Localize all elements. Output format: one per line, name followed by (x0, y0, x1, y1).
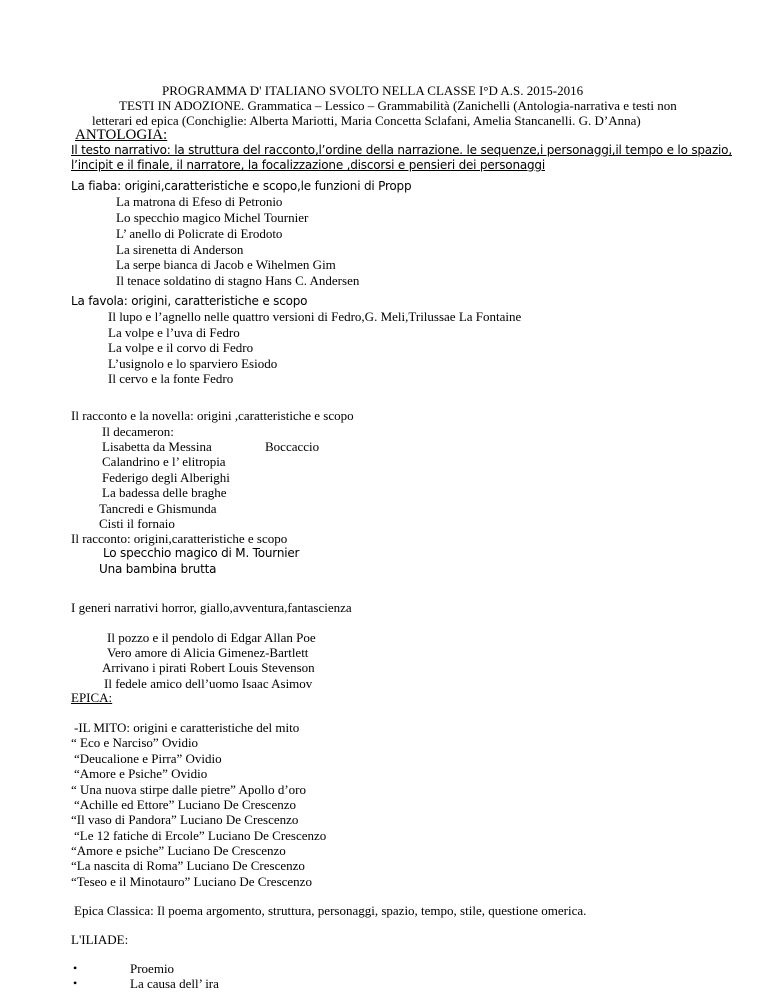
iliade-heading: L'ILIADE: (71, 932, 129, 947)
list-item: Una bambina brutta (99, 562, 217, 576)
list-item: Tancredi e Ghismunda (99, 501, 217, 516)
list-item: Cisti il fornaio (99, 516, 175, 531)
list-item: “Le 12 fatiche di Ercole” Luciano De Crescenzo (74, 828, 327, 843)
antologia-intro-1: Il testo narrativo: la struttura del racconto,l’ordine della narrazione. le sequenze,i personaggi,il tempo e lo spazio, (71, 143, 732, 157)
list-item: La causa dell’ ira (130, 976, 219, 991)
adoption-line-1: TESTI IN ADOZIONE. Grammatica – Lessico – Grammabilità (Zanichelli (Antologia-narrativa e testi non (119, 98, 677, 113)
list-item: Federigo degli Alberighi (102, 470, 230, 485)
list-item: “La nascita di Roma” Luciano De Crescenzo (71, 858, 305, 873)
list-item: La serpe bianca di Jacob e Wihelmen Gim (116, 257, 336, 272)
antologia-intro-2: l’incipit e il finale, il narratore, la focalizzazione ,discorsi e pensieri dei personaggi (71, 158, 545, 172)
list-item: “Achille ed Ettore” Luciano De Crescenzo (74, 797, 296, 812)
list-item: La sirenetta di Anderson (116, 242, 244, 257)
list-item: Lisabetta da Messina (102, 439, 212, 454)
list-item: La badessa delle braghe (102, 485, 227, 500)
list-item: “Il vaso di Pandora” Luciano De Crescenzo (71, 812, 299, 827)
list-item: “ Eco e Narciso” Ovidio (71, 735, 199, 750)
list-item: “Deucalione e Pirra” Ovidio (74, 751, 222, 766)
list-item: “Amore e Psiche” Ovidio (74, 766, 208, 781)
mito-heading: -IL MITO: origini e caratteristiche del mito (74, 720, 300, 735)
novella-heading: Il racconto e la novella: origini ,caratteristiche e scopo (71, 408, 354, 423)
list-item: Il pozzo e il pendolo di Edgar Allan Poe (107, 630, 316, 645)
list-item: “Teseo e il Minotauro” Luciano De Crescenzo (71, 874, 312, 889)
adoption-line-2: letterari ed epica (Conchiglie: Alberta Mariotti, Maria Concetta Sclafani, Amelia Stancanelli. G. D’Anna) (92, 113, 641, 128)
bullet-icon: • (73, 961, 78, 975)
racconto-heading: Il racconto: origini,caratteristiche e scopo (71, 531, 288, 546)
list-item: Il cervo e la fonte Fedro (108, 371, 234, 386)
list-item: Il tenace soldatino di stagno Hans C. Andersen (116, 273, 360, 288)
list-item: Vero amore di Alicia Gimenez-Bartlett (107, 645, 309, 660)
generi-heading: I generi narrativi horror, giallo,avventura,fantascienza (71, 600, 352, 615)
program-title: PROGRAMMA D' ITALIANO SVOLTO NELLA CLASSE I°D A.S. 2015-2016 (162, 83, 584, 98)
list-item: L’ anello di Policrate di Erodoto (116, 226, 283, 241)
list-item: Lo specchio magico di M. Tournier (103, 546, 300, 560)
list-item: Calandrino e l’ elitropia (102, 454, 226, 469)
epica-heading: EPICA: (71, 690, 113, 705)
bullet-icon: • (73, 976, 78, 990)
list-item: Lo specchio magico Michel Tournier (116, 210, 309, 225)
list-item: L’usignolo e lo sparviero Esiodo (108, 356, 278, 371)
list-item: La matrona di Efeso di Petronio (116, 194, 283, 209)
list-item: La volpe e l’uva di Fedro (108, 325, 240, 340)
list-item: “ Una nuova stirpe dalle pietre” Apollo d’oro (71, 782, 307, 797)
author-boccaccio: Boccaccio (265, 439, 320, 454)
favola-heading: La favola: origini, caratteristiche e scopo (71, 294, 308, 308)
list-item: Proemio (130, 961, 175, 976)
list-item: Il lupo e l’agnello nelle quattro versioni di Fedro,G. Meli,Trilussae La Fontaine (108, 309, 522, 324)
list-item: “Amore e psiche” Luciano De Crescenzo (71, 843, 286, 858)
antologia-heading: ANTOLOGIA: (75, 127, 168, 143)
list-item: La volpe e il corvo di Fedro (108, 340, 254, 355)
decameron-label: Il decameron: (102, 424, 174, 439)
epica-classica: Epica Classica: Il poema argomento, struttura, personaggi, spazio, tempo, stile, questione omerica. (74, 903, 587, 918)
list-item: Arrivano i pirati Robert Louis Stevenson (102, 660, 315, 675)
fiaba-heading: La fiaba: origini,caratteristiche e scopo,le funzioni di Propp (71, 179, 412, 193)
list-item: Il fedele amico dell’uomo Isaac Asimov (104, 676, 313, 691)
